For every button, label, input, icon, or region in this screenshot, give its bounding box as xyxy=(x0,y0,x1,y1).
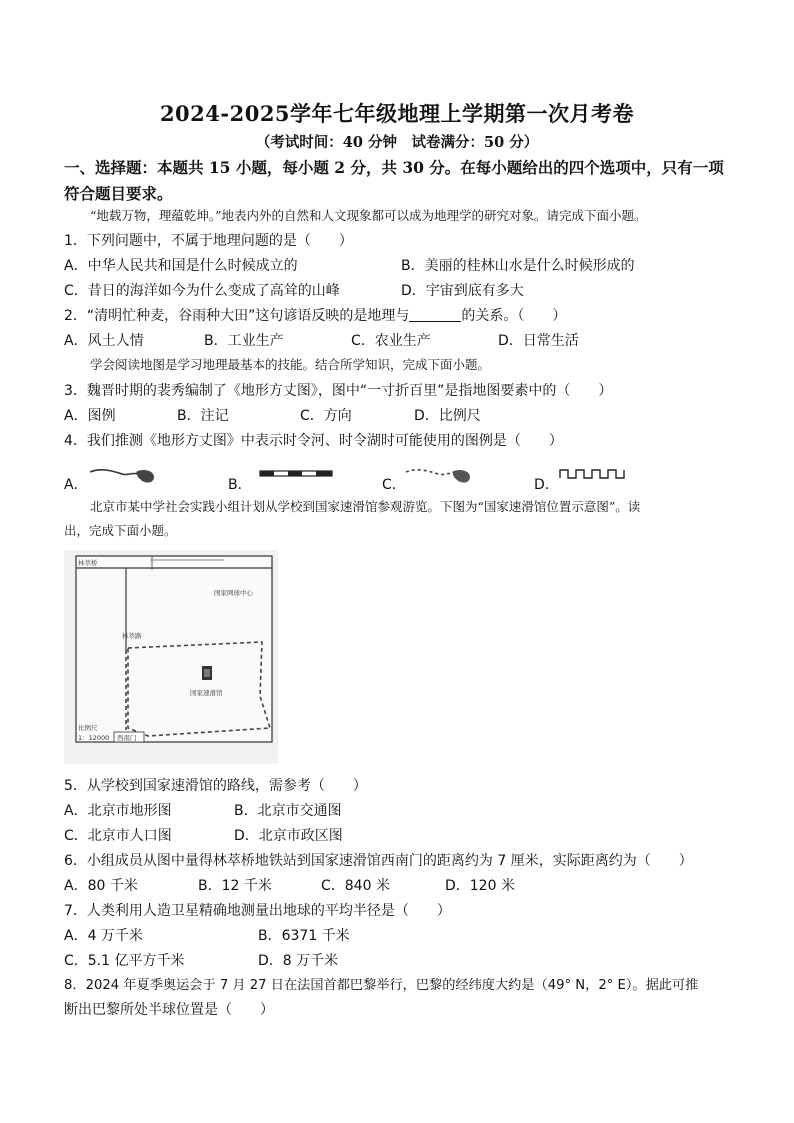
question-4-options xyxy=(64,466,734,493)
question-5-option-c[interactable]: C．北京市人口图 xyxy=(64,828,172,844)
question-2-option-d[interactable]: D．日常生活 xyxy=(498,333,579,349)
question-7-option-d[interactable]: D．8 万千米 xyxy=(258,953,339,969)
question-2-option-c[interactable]: C．农业生产 xyxy=(351,333,431,349)
intro-paragraph-1: “地载万物，理蕴乾坤。”地表内外的自然和人文现象都可以成为地理学的研究对象。请完成下面小题。 xyxy=(90,208,647,223)
section-heading-line2: 符合题目要求。 xyxy=(64,184,173,203)
question-2-stem xyxy=(64,305,734,327)
question-2-stem-post: 的关系。（ ） xyxy=(461,308,567,324)
intro-paragraph-3-line1: 北京市某中学社会实践小组计划从学校到国家速滑馆参观游览。下图为“国家速滑馆位置示意图”。读 xyxy=(90,499,641,514)
question-7-stem: 7．人类利用人造卫星精确地测量出地球的平均半径是（ ） xyxy=(64,903,451,919)
question-5-options-row2 xyxy=(64,825,734,847)
question-5-stem: 5．从学校到国家速滑馆的路线，需参考（ ） xyxy=(64,778,367,794)
question-1-option-c[interactable]: C．昔日的海洋如今为什么变成了高耸的山峰 xyxy=(64,283,340,299)
question-3-stem: 3．魏晋时期的裴秀编制了《地形方丈图》，图中“一寸折百里”是指地图要素中的（ ） xyxy=(64,383,613,399)
map-label-scale-title: 比例尺 xyxy=(78,724,98,732)
intro-paragraph-3-line2: 出，完成下面小题。 xyxy=(64,523,177,538)
map-label-station: 林萃桥 xyxy=(78,559,98,567)
question-7-options-row2 xyxy=(64,950,734,972)
question-2-option-b[interactable]: B．工业生产 xyxy=(204,333,284,349)
map-label-venue: 国家速滑馆 xyxy=(190,689,223,697)
question-3-option-d[interactable]: D．比例尺 xyxy=(414,408,481,424)
question-4-option-b[interactable]: B． xyxy=(228,477,252,493)
question-3-option-c[interactable]: C．方向 xyxy=(300,408,352,424)
intro-paragraph-2: 学会阅读地图是学习地理最基本的技能。结合所学知识，完成下面小题。 xyxy=(90,357,491,372)
question-2-blank[interactable] xyxy=(409,307,461,322)
question-4-option-a[interactable]: A． xyxy=(64,477,88,493)
venue-location-map xyxy=(64,550,278,764)
question-5-option-b[interactable]: B．北京市交通图 xyxy=(234,803,342,819)
question-7-option-c[interactable]: C．5.1 亿平方千米 xyxy=(64,953,185,969)
question-8-stem-line2: 断出巴黎所处半球位置是（ ） xyxy=(64,1002,274,1018)
question-6-option-c[interactable]: C．840 米 xyxy=(321,878,390,894)
legend-wall-icon xyxy=(558,466,630,490)
question-1-options-row1 xyxy=(64,255,734,277)
question-1-option-a[interactable]: A．中华人民共和国是什么时候成立的 xyxy=(64,258,298,274)
question-3-option-a[interactable]: A．图例 xyxy=(64,408,116,424)
question-4-stem: 4．我们推测《地形方丈图》中表示时令河、时令湖时可能使用的图例是（ ） xyxy=(64,433,563,449)
question-7-option-b[interactable]: B．6371 千米 xyxy=(258,928,350,944)
map-label-scale: 1：12000 xyxy=(78,734,110,742)
question-3-option-b[interactable]: B．注记 xyxy=(177,408,229,424)
question-3-options xyxy=(64,405,734,427)
legend-dashed-river-lake-icon xyxy=(404,466,476,490)
question-6-option-a[interactable]: A．80 千米 xyxy=(64,878,138,894)
map-label-tennis-center: 国家网球中心 xyxy=(214,589,253,597)
question-1-option-d[interactable]: D．宇宙到底有多大 xyxy=(401,283,524,299)
question-5-options-row1 xyxy=(64,800,734,822)
legend-railway-icon xyxy=(258,466,334,490)
map-label-road: 林萃路 xyxy=(122,632,142,640)
question-7-option-a[interactable]: A．4 万千米 xyxy=(64,928,143,944)
question-6-option-d[interactable]: D．120 米 xyxy=(445,878,515,894)
exam-subtitle: （考试时间：40 分钟 试卷满分：50 分） xyxy=(255,134,539,151)
question-1-stem: 1．下列问题中，不属于地理问题的是（ ） xyxy=(64,233,353,249)
question-6-options xyxy=(64,875,734,897)
question-2-options xyxy=(64,330,734,352)
question-6-option-b[interactable]: B．12 千米 xyxy=(198,878,272,894)
question-5-option-a[interactable]: A．北京市地形图 xyxy=(64,803,172,819)
question-5-option-d[interactable]: D．北京市政区图 xyxy=(234,828,343,844)
question-7-options-row1 xyxy=(64,925,734,947)
question-2-stem-pre: 2．“清明忙种麦，谷雨种大田”这句谚语反映的是地理与 xyxy=(64,308,410,324)
question-2-option-a[interactable]: A．风土人情 xyxy=(64,333,144,349)
exam-title: 2024-2025学年七年级地理上学期第一次月考卷 xyxy=(159,101,635,126)
legend-seasonal-river-lake-icon xyxy=(88,466,160,490)
section-heading-line1: 一、选择题：本题共 15 小题，每小题 2 分，共 30 分。在每小题给出的四个选项中，只有一项 xyxy=(64,158,724,177)
question-4-option-d[interactable]: D． xyxy=(534,477,559,493)
question-4-option-c[interactable]: C． xyxy=(382,477,406,493)
question-1-options-row2 xyxy=(64,280,734,302)
map-label-gate: 西南门 xyxy=(117,734,137,742)
question-8-stem-line1: 8．2024 年夏季奥运会于 7 月 27 日在法国首都巴黎举行，巴黎的经纬度大约是（49° N，2° E）。据此可推 xyxy=(64,978,699,993)
question-6-stem: 6．小组成员从图中量得林萃桥地铁站到国家速滑馆西南门的距离约为 7 厘米，实际距离约为（ ） xyxy=(64,853,693,869)
question-1-option-b[interactable]: B．美丽的桂林山水是什么时候形成的 xyxy=(401,258,635,274)
